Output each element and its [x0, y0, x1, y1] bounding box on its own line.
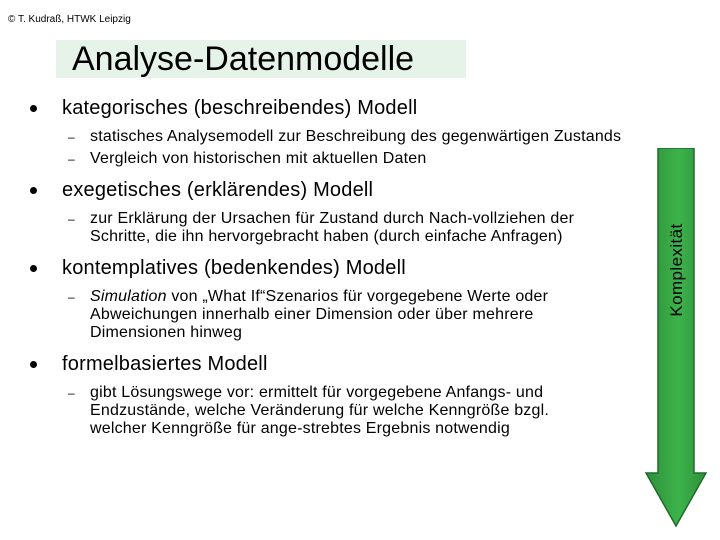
complexity-label-text: Komplexität	[667, 223, 686, 317]
list-item-label: kategorisches (beschreibendes) Modell	[62, 97, 418, 119]
list-item-label: formelbasiertes Modell	[62, 353, 268, 375]
list-item-label: kontemplatives (bedenkendes) Modell	[62, 257, 406, 279]
bullet-icon	[30, 105, 37, 112]
sub-list-item-text: von „What If“Szenarios für vorgegebene Werte oder Abweichungen innerhalb einer Dimension oder über mehrere Dimensionen hinweg	[90, 288, 549, 341]
sub-list-item	[30, 384, 650, 438]
dash-icon: –	[68, 212, 75, 226]
bullet-icon	[30, 361, 37, 368]
sub-list-item-text: zur Erklärung der Ursachen für Zustand durch Nach-vollziehen der Schritte, die ihn hervorgebracht haben (durch einfache Anfragen)	[90, 210, 575, 245]
emphasis-text: Simulation	[90, 288, 167, 305]
sub-list-item	[30, 150, 650, 168]
slide-title: Analyse-Datenmodelle	[72, 40, 415, 78]
content-list	[30, 92, 650, 438]
sub-list-item	[30, 210, 650, 246]
dash-icon: –	[68, 386, 75, 400]
list-item	[30, 178, 650, 202]
copyright-notice: © T. Kudraß, HTWK Leipzig	[8, 14, 131, 25]
dash-icon: –	[68, 290, 75, 304]
sub-list-item	[30, 128, 650, 146]
list-item	[30, 96, 650, 120]
sub-list-item-text: statisches Analysemodell zur Beschreibung des gegenwärtigen Zustands	[90, 128, 622, 145]
list-item	[30, 256, 650, 280]
bullet-icon	[30, 265, 37, 272]
list-item	[30, 352, 650, 376]
sub-list-item	[30, 288, 650, 342]
sub-list-item-text: Vergleich von historischen mit aktuellen Daten	[90, 150, 427, 167]
bullet-icon	[30, 187, 37, 194]
list-item-label: exegetisches (erklärendes) Modell	[62, 179, 374, 201]
complexity-label	[657, 190, 697, 350]
dash-icon: –	[68, 152, 75, 166]
dash-icon: –	[68, 130, 75, 144]
sub-list-item-text: gibt Lösungswege vor: ermittelt für vorgegebene Anfangs- und Endzustände, welche Veränderung für welche Kenngröße bzgl. welcher Kenngröße für ange-strebtes Ergebnis notwendig	[90, 384, 549, 437]
